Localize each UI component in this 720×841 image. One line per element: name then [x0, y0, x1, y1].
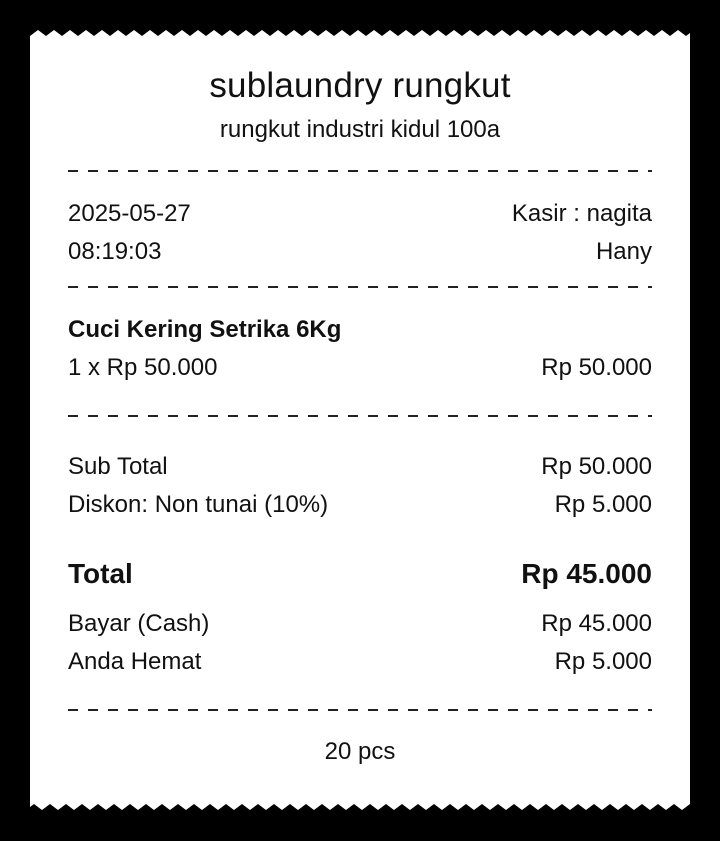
- cashier-name: Kasir : nagita: [511, 200, 652, 227]
- item-amount: Rp 50.000: [541, 354, 652, 381]
- time-customer-row: [68, 238, 652, 266]
- paid-value: Rp 45.000: [541, 610, 652, 637]
- saved-value: Rp 5.000: [554, 648, 652, 675]
- subtotal-value: Rp 50.000: [541, 453, 652, 480]
- subtotal-row: [68, 453, 652, 481]
- saved-label: Anda Hemat: [68, 648, 202, 675]
- divider: [68, 415, 652, 417]
- receipt-time: 08:19:03: [68, 238, 162, 265]
- item-qty-price: 1 x Rp 50.000: [68, 354, 218, 381]
- discount-row: [68, 491, 652, 519]
- divider: [68, 286, 652, 288]
- item-row: [68, 354, 652, 382]
- divider: [68, 709, 652, 711]
- receipt: [30, 30, 690, 810]
- receipt-content: [68, 30, 652, 810]
- divider: [68, 170, 652, 172]
- total-label: Total: [68, 558, 133, 589]
- paid-label: Bayar (Cash): [68, 610, 210, 637]
- total-row: [68, 558, 652, 590]
- store-name: sublaundry rungkut: [209, 66, 511, 105]
- item-name: Cuci Kering Setrika 6Kg: [68, 316, 342, 343]
- item-count: 20 pcs: [324, 738, 396, 765]
- subtotal-label: Sub Total: [68, 453, 168, 480]
- paid-row: [68, 610, 652, 638]
- receipt-date: 2025-05-27: [68, 200, 191, 227]
- discount-value: Rp 5.000: [554, 491, 652, 518]
- store-address: rungkut industri kidul 100a: [219, 116, 501, 143]
- total-value: Rp 45.000: [521, 558, 652, 589]
- date-cashier-row: [68, 200, 652, 228]
- customer-name: Hany: [595, 238, 652, 265]
- saved-row: [68, 648, 652, 676]
- discount-label: Diskon: Non tunai (10%): [68, 491, 329, 518]
